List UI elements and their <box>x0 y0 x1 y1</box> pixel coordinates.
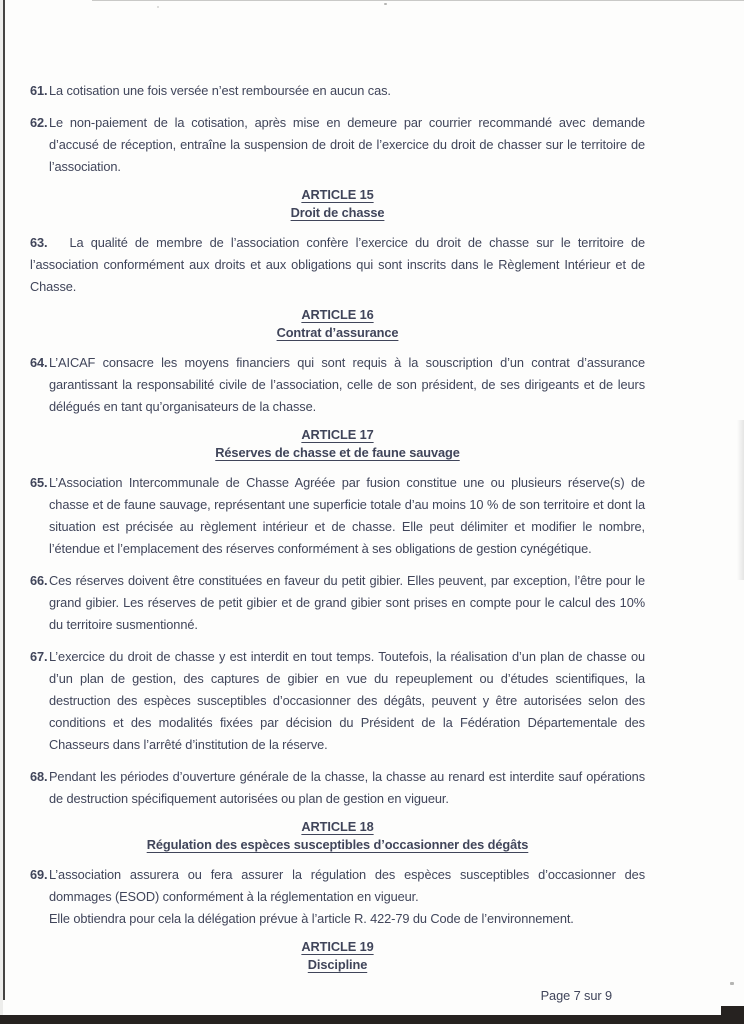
numbered-clause <box>30 232 645 298</box>
scan-speck <box>157 6 159 8</box>
article-subtitle: Discipline <box>307 957 368 972</box>
article-title: ARTICLE 19 <box>301 939 374 954</box>
document-content <box>30 80 645 1004</box>
article-heading <box>30 306 645 342</box>
article-subtitle: Droit de chasse <box>290 205 385 220</box>
scan-bottom-right-corner-block <box>721 1006 744 1024</box>
clause-number: 64. <box>30 355 48 370</box>
clause-number: 69. <box>30 867 48 882</box>
scan-left-edge-line <box>3 0 5 1000</box>
clause-number: 67. <box>30 649 48 664</box>
scan-top-edge-line <box>92 0 744 1</box>
clause-paragraph <box>30 766 645 810</box>
clause-text: Elle obtiendra pour cela la délégation prévue à l’article R. 422-79 du Code de l’environnement. <box>49 911 574 926</box>
clause-number: 65. <box>30 475 48 490</box>
clause-text: L’association assurera ou fera assurer la régulation des espèces susceptibles d’occasionner des dommages (ESOD) conformément à la réglementation en vigueur. <box>49 867 645 904</box>
article-title: ARTICLE 17 <box>301 427 374 442</box>
article-title: ARTICLE 15 <box>301 187 374 202</box>
clause-paragraph <box>30 908 645 930</box>
clause-paragraph <box>30 352 645 418</box>
article-subtitle: Contrat d’assurance <box>276 325 399 340</box>
clause-text: L’exercice du droit de chasse y est interdit en tout temps. Toutefois, la réalisation d’un plan de chasse ou d’un plan de gestion, des captures de gibier en vue du repeuplement ou d’études scientifiques, la destruction des espèces susceptibles d’occasionner des dégâts, peuvent y être autorisées selon des conditions et des modalités fixées par décision du Président de la Fédération Départementale des Chasseurs dans l’arrêté d’institution de la réserve. <box>49 649 645 752</box>
numbered-clause <box>30 472 645 560</box>
clause-number: 63. <box>30 235 48 250</box>
clause-text: L’AICAF consacre les moyens financiers qui sont requis à la souscription d’un contrat d’assurance garantissant la responsabilité civile de l’association, celle de son président, de ses dirigeants et de leurs délégués en tant qu’organisateurs de la chasse. <box>49 355 645 414</box>
clause-paragraph <box>30 864 645 908</box>
scan-speck <box>384 3 387 5</box>
numbered-clause <box>30 570 645 636</box>
clause-text: Le non-paiement de la cotisation, après mise en demeure par courrier recommandé avec demande d’accusé de réception, entraîne la suspension de droit de l’exercice du droit de chasser sur le territoire de l’association. <box>49 115 645 174</box>
clause-number: 68. <box>30 769 48 784</box>
clause-number: 61. <box>30 83 48 98</box>
numbered-clause <box>30 766 645 810</box>
clause-number: 62. <box>30 115 48 130</box>
article-heading <box>30 186 645 222</box>
clause-text: Ces réserves doivent être constituées en faveur du petit gibier. Elles peuvent, par exception, l’être pour le grand gibier. Les réserves de petit gibier et de grand gibier sont prises en compte pour le calcul des 10% du territoire susmentionné. <box>49 573 645 632</box>
numbered-clause <box>30 352 645 418</box>
scan-bottom-edge-bar <box>0 1015 744 1024</box>
article-subtitle: Réserves de chasse et de faune sauvage <box>215 445 460 460</box>
numbered-clause <box>30 112 645 178</box>
clause-text: Pendant les périodes d’ouverture générale de la chasse, la chasse au renard est interdite sauf opérations de destruction spécifiquement autorisées ou plan de gestion en vigueur. <box>49 769 645 806</box>
article-subtitle: Régulation des espèces susceptibles d’occasionner des dégâts <box>146 837 529 852</box>
clause-paragraph <box>30 112 645 178</box>
article-heading <box>30 938 645 974</box>
article-title: ARTICLE 16 <box>301 307 374 322</box>
clause-text: La cotisation une fois versée n’est remboursée en aucun cas. <box>49 83 391 98</box>
article-heading <box>30 818 645 854</box>
numbered-clause <box>30 646 645 756</box>
scan-speck <box>730 982 734 985</box>
numbered-clause <box>30 864 645 930</box>
clause-text: La qualité de membre de l’association confère l’exercice du droit de chasse sur le territoire de l’association conformément aux droits et aux obligations qui sont inscrits dans le Règlement Intérieur et de Chasse. <box>30 235 645 294</box>
scan-right-smudge <box>737 420 744 580</box>
clause-paragraph <box>30 646 645 756</box>
article-title: ARTICLE 18 <box>301 819 374 834</box>
clause-paragraph <box>30 232 645 298</box>
clause-paragraph <box>30 472 645 560</box>
page-number: Page 7 sur 9 <box>540 988 612 1003</box>
clause-text: L’Association Intercommunale de Chasse Agréée par fusion constitue une ou plusieurs réserve(s) de chasse et de faune sauvage, représentant une superficie totale d’au moins 10 % de son territoire et dont la situation est précisée au règlement intérieur et de chasse. Elle peut délimiter et modifier le nombre, l’étendue et l’emplacement des réserves conformément à ses obligations de gestion cynégétique. <box>49 475 645 556</box>
clause-paragraph <box>30 570 645 636</box>
numbered-clause <box>30 80 645 102</box>
clause-paragraph <box>30 80 645 102</box>
article-heading <box>30 426 645 462</box>
clause-number: 66. <box>30 573 48 588</box>
